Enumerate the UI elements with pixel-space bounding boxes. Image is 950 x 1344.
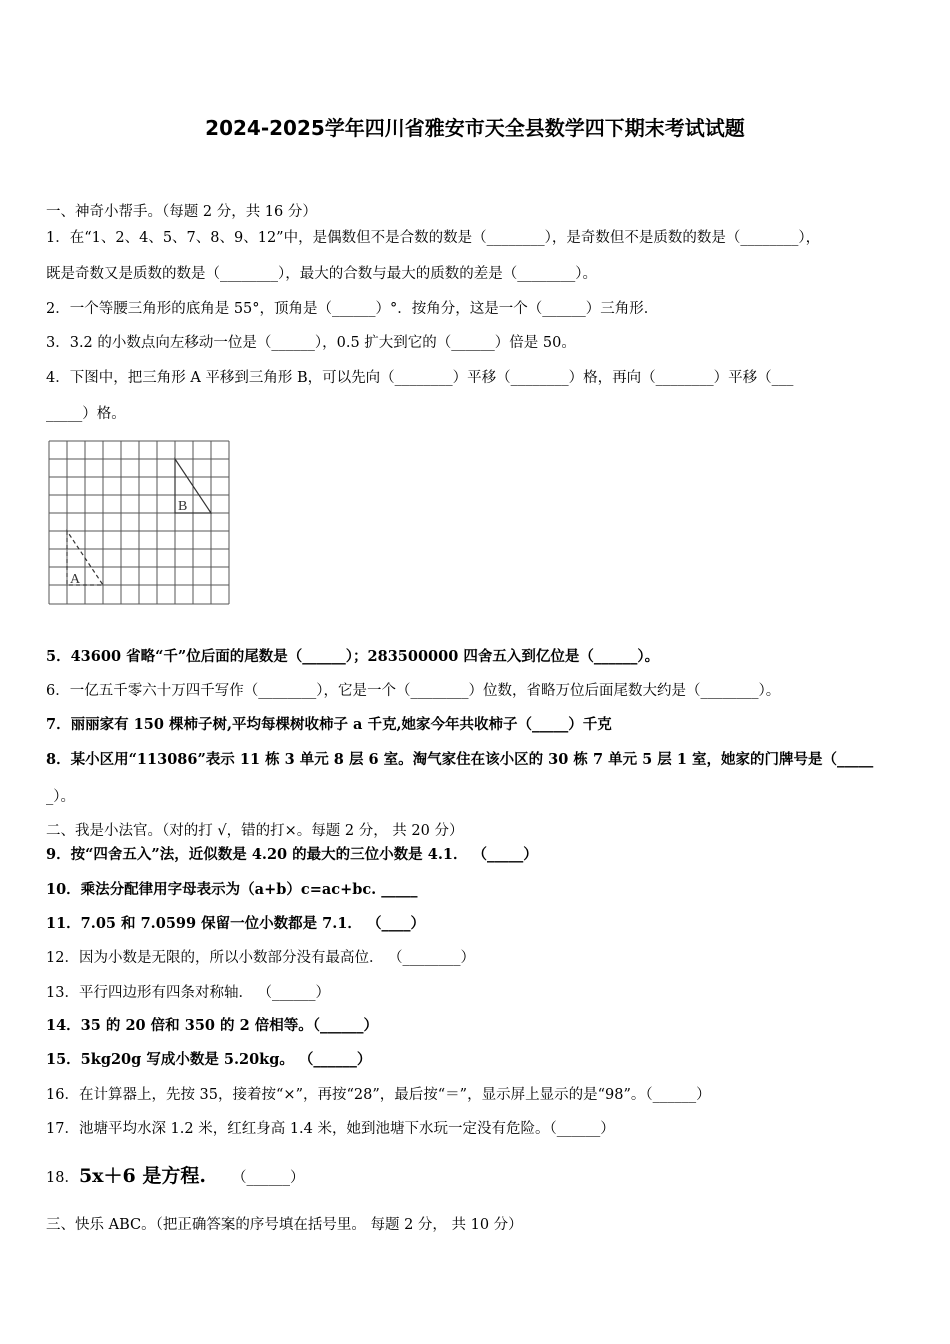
question-14: 14．35 的 20 倍和 350 的 2 倍相等。（______）: [46, 1017, 378, 1034]
question-2: 2．一个等腰三角形的底角是 55°，顶角是（______）°．按角分，这是一个（______）三角形．: [46, 301, 659, 317]
question-12: 12．因为小数是无限的，所以小数部分没有最高位． （________）: [46, 950, 476, 966]
section-2-heading: 二、我是小法官。（对的打 √，错的打×。每题 2 分， 共 20 分）: [46, 823, 464, 839]
question-11: 11．7.05 和 7.0599 保留一位小数都是 7.1． （____）: [46, 915, 425, 932]
question-18-number: 18．: [46, 1170, 79, 1186]
question-5: 5．43600 省略“千”位后面的尾数是（______）；283500000 四舍五入到亿位是（______）。: [46, 648, 660, 665]
question-1-line-2: 既是奇数又是质数的数是（________），最大的合数与最大的质数的差是（________）。: [46, 266, 597, 282]
question-7: 7．丽丽家有 150 棵柿子树,平均每棵树收柿子 a 千克,她家今年共收柿子（_____）千克: [46, 716, 612, 733]
section-1-heading: 一、神奇小帮手。（每题 2 分，共 16 分）: [46, 204, 317, 220]
question-13: 13．平行四边形有四条对称轴． （______）: [46, 985, 331, 1001]
question-9: 9．按“四舍五入”法，近似数是 4.20 的最大的三位小数是 4.1． （_____）: [46, 846, 538, 863]
question-18-blank: （______）: [231, 1170, 305, 1186]
question-16: 16．在计算器上，先按 35，接着按“×”，再按“28”，最后按“＝”，显示屏上显示的是“98”。（______）: [46, 1087, 711, 1103]
question-18: [46, 1163, 916, 1191]
translation-grid-figure: [48, 440, 232, 608]
question-8-line-2: _）。: [46, 789, 75, 805]
question-15: 15．5kg20g 写成小数是 5.20kg。 （______）: [46, 1051, 372, 1068]
question-8-line-1: 8．某小区用“113086”表示 11 栋 3 单元 8 层 6 室。淘气家住在该小区的 30 栋 7 单元 5 层 1 室，她家的门牌号是（_____: [46, 751, 874, 768]
question-4-line-1: 4．下图中，把三角形 A 平移到三角形 B，可以先向（________）平移（________）格，再向（________）平移（___: [46, 370, 794, 386]
section-3-heading: 三、快乐 ABC。（把正确答案的序号填在括号里。 每题 2 分， 共 10 分）: [46, 1217, 523, 1233]
page-title: 2024-2025学年四川省雅安市天全县数学四下期末考试试题: [205, 116, 745, 140]
question-1-line-1: 1．在“1、2、4、5、7、8、9、12”中，是偶数但不是合数的数是（________），是奇数但不是质数的数是（________），: [46, 230, 821, 246]
question-18-expression: 5x＋6 是方程.: [78, 1165, 206, 1187]
question-17: 17．池塘平均水深 1.2 米，红红身高 1.4 米，她到池塘下水玩一定没有危险。（______）: [46, 1121, 615, 1137]
question-6: 6．一亿五千零六十万四千写作（________），它是一个（________）位数，省略万位后面尾数大约是（________）。: [46, 683, 781, 699]
label-a: A: [70, 572, 81, 587]
label-b: B: [178, 499, 188, 514]
question-3: 3．3.2 的小数点向左移动一位是（______），0.5 扩大到它的（______）倍是 50。: [46, 335, 576, 351]
question-4-line-2: _____）格。: [46, 406, 126, 422]
question-10: 10．乘法分配律用字母表示为（a+b）c=ac+bc. _____: [46, 881, 418, 898]
